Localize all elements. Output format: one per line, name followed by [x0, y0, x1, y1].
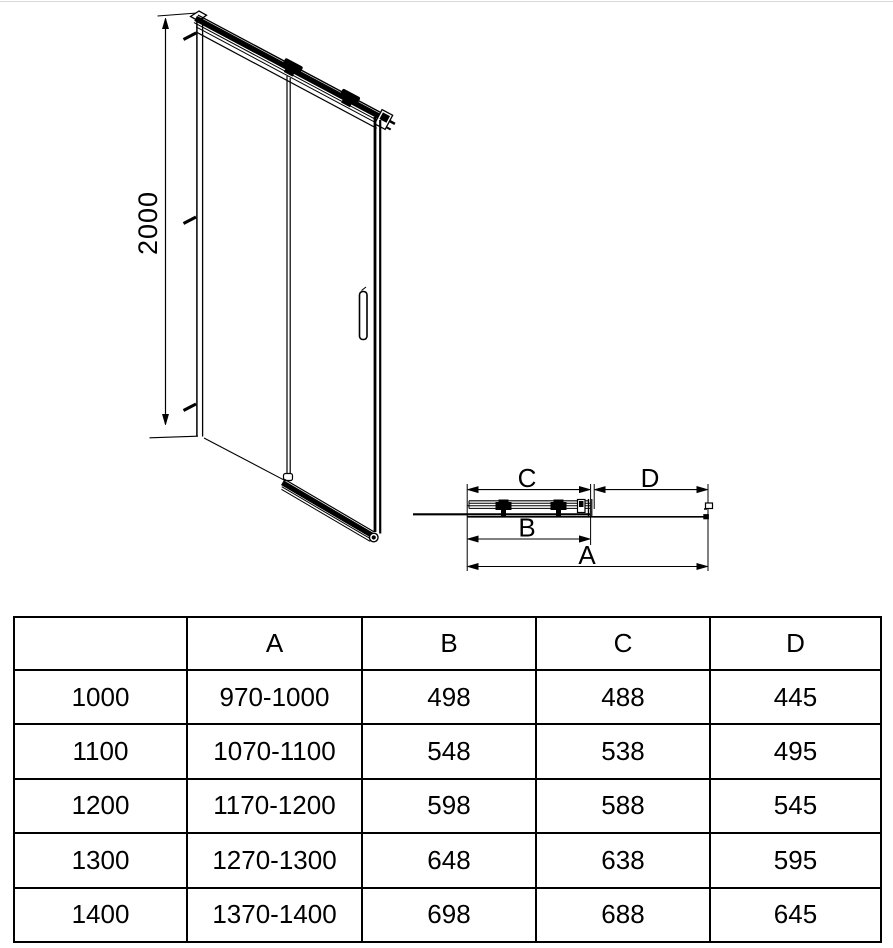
dimension-c [469, 463, 590, 493]
roller-plan-right-icon [551, 500, 566, 516]
dimension-d [595, 463, 706, 493]
cell-size: 1400 [14, 888, 187, 942]
cell-a: 970-1000 [187, 670, 362, 724]
cell-a: 1270-1300 [187, 833, 362, 887]
cell-b: 698 [362, 888, 536, 942]
cell-d: 545 [710, 779, 881, 833]
cell-d: 595 [710, 833, 881, 887]
cell-size: 1300 [14, 833, 187, 887]
dim-label-b: B [518, 512, 536, 543]
dim-label-a: A [578, 540, 596, 570]
wall-profile [191, 11, 207, 437]
dimension-a [469, 540, 707, 570]
glass-bottom-edge [204, 438, 286, 481]
table-row [14, 888, 881, 942]
cell-d: 645 [710, 888, 881, 942]
cell-b: 548 [362, 724, 536, 778]
top-rail [191, 12, 398, 135]
cell-size: 1000 [14, 670, 187, 724]
wall-bracket-plan-icon [704, 503, 713, 509]
cell-d: 445 [710, 670, 881, 724]
bottom-rail [279, 479, 380, 544]
dim-label-d: D [640, 463, 660, 493]
dimensions-table [13, 616, 882, 943]
wall-bracket-bottom-icon [184, 404, 197, 411]
table-row [14, 779, 881, 833]
cell-c: 638 [536, 833, 710, 887]
cell-b: 648 [362, 833, 536, 887]
sliding-panel-edge [284, 76, 293, 481]
cell-c: 538 [536, 724, 710, 778]
header-cell-d: D [710, 617, 881, 670]
header-cell-size [14, 617, 187, 670]
cell-d: 495 [710, 724, 881, 778]
right-frame-profile [375, 117, 380, 534]
height-dimension-label: 2000 [133, 190, 163, 256]
table-row [14, 670, 881, 724]
header-cell-a: A [187, 617, 362, 670]
glass-top-edge [196, 32, 377, 128]
wall-bracket-top-icon [184, 33, 197, 40]
cell-size: 1200 [14, 779, 187, 833]
wall-bracket-middle-icon [184, 217, 197, 224]
cell-size: 1100 [14, 724, 187, 778]
cell-a: 1170-1200 [187, 779, 362, 833]
cell-a: 1070-1100 [187, 724, 362, 778]
dim-label-c: C [517, 463, 537, 493]
height-dimension [133, 13, 198, 438]
fixed-glass-end-block [704, 515, 709, 519]
front-view [133, 11, 398, 544]
table-row [14, 724, 881, 778]
door-handle [360, 287, 368, 340]
door-stopper-plan [578, 500, 586, 513]
cell-b: 498 [362, 670, 536, 724]
dimension-extension-bottom [150, 436, 199, 438]
cell-b: 598 [362, 779, 536, 833]
cell-a: 1370-1400 [187, 888, 362, 942]
cell-c: 488 [536, 670, 710, 724]
header-cell-b: B [362, 617, 536, 670]
roller-plan-left-icon [496, 500, 511, 516]
cell-c: 588 [536, 779, 710, 833]
table-row [14, 833, 881, 887]
table-header-row [14, 617, 881, 670]
header-cell-c: C [536, 617, 710, 670]
top-view [413, 463, 713, 571]
cell-c: 688 [536, 888, 710, 942]
